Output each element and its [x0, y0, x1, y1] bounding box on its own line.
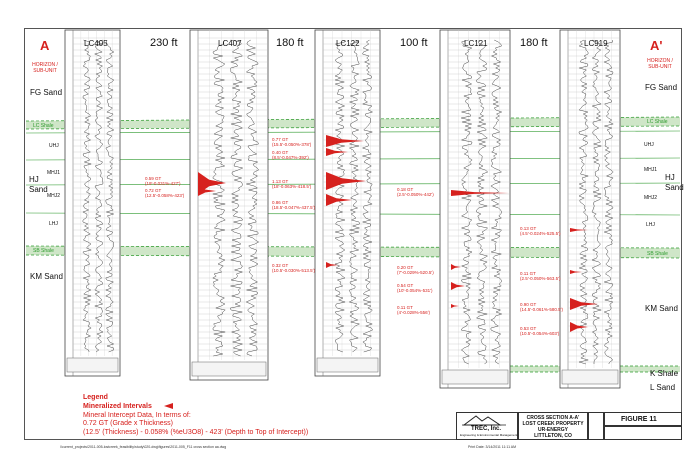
log-panel-lc122	[315, 30, 380, 376]
distance-2: 180 ft	[276, 37, 304, 49]
log-footer	[192, 362, 266, 376]
legend-mineralized: Mineralized Intervals	[83, 403, 152, 410]
intercept-lc121-c: 0.54 GT (10'-0.054%-531')	[397, 283, 433, 293]
log-name-lc919: LC919	[584, 39, 608, 48]
log-panel-lc405	[65, 30, 120, 376]
unit-km-sand-right: KM Sand	[645, 304, 678, 313]
file-path: \\current_projects\2011-005-lostcreek_feasibility\study\020-dwg\figures\2011-005_F11 cross section aa.dwg	[60, 445, 227, 449]
distance-1: 230 ft	[150, 37, 178, 49]
unit-lhj-left: LHJ	[49, 221, 58, 227]
figure-number: FIGURE 11	[621, 416, 657, 423]
unit-hj-sand-left: HJ Sand	[29, 175, 48, 194]
log-footer	[67, 358, 118, 372]
mountain-logo-icon	[458, 414, 518, 426]
intercept-lc919-c: 0.90 GT (14.5'-0.061%-580.5')	[520, 302, 563, 312]
unit-mhj2-right: MHJ2	[644, 195, 658, 201]
unit-fg-sand-right: FG Sand	[645, 83, 678, 92]
revision-box	[588, 412, 604, 440]
title-lines: CROSS SECTION A-A' LOST CREEK PROPERTY UR-ENERGY LITTLETON, CO	[522, 415, 584, 439]
unit-lhj-right: LHJ	[646, 222, 655, 228]
unit-k-shale-right: K Shale	[650, 369, 679, 378]
intercept-lc407-b: 0.72 GT (12.5'-0.058%-423')	[145, 188, 185, 198]
intercept-lc407-a: 0.59 GT (19'-0.031%-427')	[145, 176, 181, 186]
intercept-lc919-a: 0.13 GT (4.5'-0.024%-525.5')	[520, 226, 561, 236]
intercept-lc122-a: 0.77 GT (15.5'-0.050%-378')	[272, 137, 312, 147]
legend-title: Legend	[83, 394, 108, 401]
figure-number-box	[604, 412, 682, 426]
intercept-lc919-d: 0.53 GT (10.5'-0.054%-603')	[520, 326, 560, 336]
intercept-lc122-b: 0.40 GT (8.5'-0.047%-392')	[272, 150, 309, 160]
company-name: TREC, Inc.	[471, 426, 502, 432]
distance-3: 100 ft	[400, 37, 428, 49]
log-name-lc122: LC122	[336, 39, 360, 48]
unit-hj-sand-right: HJ Sand	[665, 173, 684, 192]
unit-mhj1-right: MHJ1	[644, 167, 658, 173]
title-box	[518, 412, 588, 440]
intercept-lc121-a: 0.18 GT (2.5'-0.050%-442')	[397, 187, 434, 197]
log-panel-lc407	[190, 30, 268, 380]
unit-sb-shale-left: SB Shale	[33, 248, 54, 254]
legend-intercept-intro: Mineral Intercept Data, In terms of:	[83, 412, 191, 419]
log-name-lc407: LC407	[218, 39, 242, 48]
horizon-label-right: HORIZON / SUB-UNIT	[647, 58, 673, 70]
legend-example: 0.72 GT (Grade x Thickness)	[83, 420, 174, 427]
log-panel-lc121	[440, 30, 510, 388]
log-footer	[317, 358, 378, 372]
horizon-label-left: HORIZON / SUB-UNIT	[32, 62, 58, 74]
intercept-lc121-d: 0.11 GT (4'-0.028%-556')	[397, 305, 430, 315]
intercept-lc121-b: 0.20 GT (7'-0.029%-520.5')	[397, 265, 434, 275]
intercept-lc122-d: 0.86 GT (18.5'-0.047%-437.5')	[272, 200, 315, 210]
log-footer	[562, 370, 618, 384]
distance-4: 180 ft	[520, 37, 548, 49]
legend-example-detail: (12.5' (Thickness) - 0.058% (%eU3O8) - 423' (Depth to Top of Intercept))	[83, 429, 309, 436]
unit-mhj1-left: MHJ1	[47, 170, 61, 176]
company-subtitle: Engineering & Environmental Management	[460, 433, 518, 437]
unit-mhj2-left: MHJ2	[47, 193, 61, 199]
unit-km-sand-left: KM Sand	[30, 272, 63, 281]
unit-uhj-right: UHJ	[644, 142, 654, 148]
intercept-lc122-c: 1.13 GT (18'-0.063%-418.5')	[272, 179, 312, 189]
log-footer	[442, 370, 508, 384]
section-end-label: A'	[650, 38, 663, 53]
unit-uhj-left: UHJ	[49, 143, 59, 149]
unit-lc-shale-left: LC Shale	[33, 123, 54, 129]
company-logo-box	[456, 412, 518, 440]
plot-date: Print Date: 3/14/2011 11:11 AM	[468, 445, 517, 449]
unit-sb-shale-right: SB Shale	[647, 251, 668, 257]
revision-table	[604, 426, 682, 440]
log-name-lc405: LC405	[84, 39, 108, 48]
section-start-label: A	[40, 38, 50, 53]
unit-l-sand-right: L Sand	[650, 383, 676, 392]
unit-lc-shale-right: LC Shale	[647, 119, 668, 125]
log-name-lc121: LC121	[464, 39, 488, 48]
intercept-lc919-b: 0.11 GT (2.5'-0.050%-563.5')	[520, 271, 561, 281]
intercept-lc122-e: 0.32 GT (10.5'-0.030%-513.5')	[272, 263, 315, 273]
unit-fg-sand-left: FG Sand	[30, 88, 63, 97]
log-panel-lc919	[560, 30, 620, 388]
legend-mineralized-swatch	[164, 403, 174, 409]
